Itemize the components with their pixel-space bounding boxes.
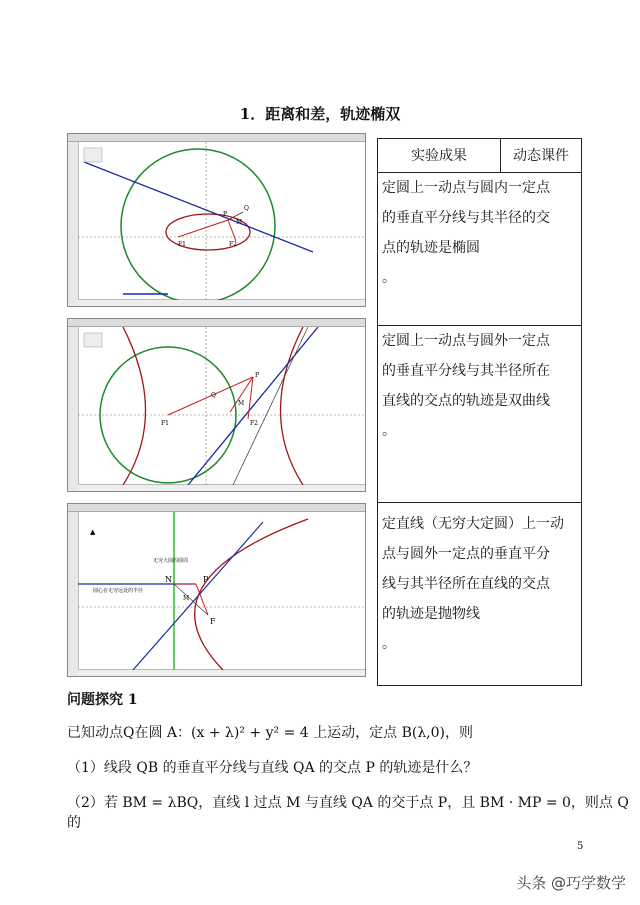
- result-parabola-line: 线与其半径所在直线的交点: [382, 576, 550, 592]
- status-bar: [78, 484, 365, 491]
- result-hyperbola-line: 定圆上一动点与圆外一定点: [382, 333, 550, 349]
- label-p: P: [255, 372, 260, 379]
- label-f1: F1: [161, 420, 169, 427]
- cursor-icon: ▲: [90, 528, 96, 536]
- label-f1: F1: [178, 241, 186, 248]
- problem-question-1: （1）线段 QB 的垂直平分线与直线 QA 的交点 P 的轨迹是什么？: [67, 760, 478, 776]
- note-infinite-radius: 圆心在无穷远处的半径: [93, 588, 144, 594]
- result-parabola-line: 点与圆外一定点的垂直平分: [382, 546, 550, 562]
- label-f2: F2: [250, 420, 258, 427]
- experiment-results-table: [377, 138, 582, 686]
- label-q: Q: [244, 205, 249, 212]
- status-bar: [78, 299, 365, 306]
- result-ellipse-cell: [378, 173, 582, 326]
- result-ellipse-line: 点的轨迹是椭圆: [382, 240, 480, 256]
- parabola-courseware-screenshot: [67, 503, 366, 677]
- ellipse-courseware-screenshot: [67, 133, 366, 307]
- hyperbola-figure: [78, 327, 365, 485]
- problem-question-2: （2）若 BM = λBQ，直线 l 过点 M 与直线 QA 的交于点 P，且 BM · MP = 0，则点 Q 的: [67, 795, 629, 831]
- result-hyperbola-cell: [378, 326, 582, 503]
- result-parabola-line: 的轨迹是抛物线: [382, 606, 480, 622]
- label-q: Q: [211, 392, 216, 399]
- label-p: P: [223, 211, 228, 218]
- result-parabola-cell: [378, 503, 582, 686]
- problem-statement: 已知动点Q在圆 A：(x + λ)² + y² = 4 上运动，定点 B(λ,0)，则: [67, 725, 474, 741]
- header-courseware: 动态课件: [501, 139, 582, 173]
- result-hyperbola-line: 的垂直平分线与其半径所在: [382, 363, 550, 379]
- result-parabola-line: 定直线（无穷大定圆）上一动: [382, 516, 564, 532]
- window-title-bar: [68, 504, 365, 512]
- watermark: 头条 @巧学数学: [516, 874, 626, 892]
- status-bar: [78, 669, 365, 676]
- problem-section-title: 问题探究 1: [67, 692, 138, 708]
- window-title-bar: [68, 319, 365, 327]
- label-m: M: [236, 219, 243, 226]
- result-ellipse-line: 定圆上一动点与圆内一定点: [382, 180, 550, 196]
- label-f2: F2: [229, 241, 237, 248]
- parabola-figure: [78, 512, 365, 670]
- page-number: 5: [577, 841, 584, 852]
- result-ellipse-line: 的垂直平分线与其半径的交: [382, 210, 550, 226]
- label-n: N: [165, 575, 172, 584]
- window-title-bar: [68, 134, 365, 142]
- section-heading: 1．距离和差，轨迹椭双: [239, 105, 401, 123]
- hyperbola-courseware-screenshot: [67, 318, 366, 492]
- result-parabola-line: 。: [382, 636, 396, 652]
- label-m: M: [183, 595, 190, 602]
- result-ellipse-line: 。: [382, 270, 396, 286]
- label-f: F: [210, 617, 216, 626]
- result-hyperbola-line: 。: [382, 423, 396, 439]
- ellipse-figure: [78, 142, 365, 300]
- note-infinite-circle: 无穷大圆的圆周: [153, 558, 189, 564]
- header-results: 实验成果: [378, 139, 501, 173]
- label-m: M: [238, 400, 245, 407]
- label-p: P: [203, 575, 209, 584]
- result-hyperbola-line: 直线的交点的轨迹是双曲线: [382, 393, 550, 409]
